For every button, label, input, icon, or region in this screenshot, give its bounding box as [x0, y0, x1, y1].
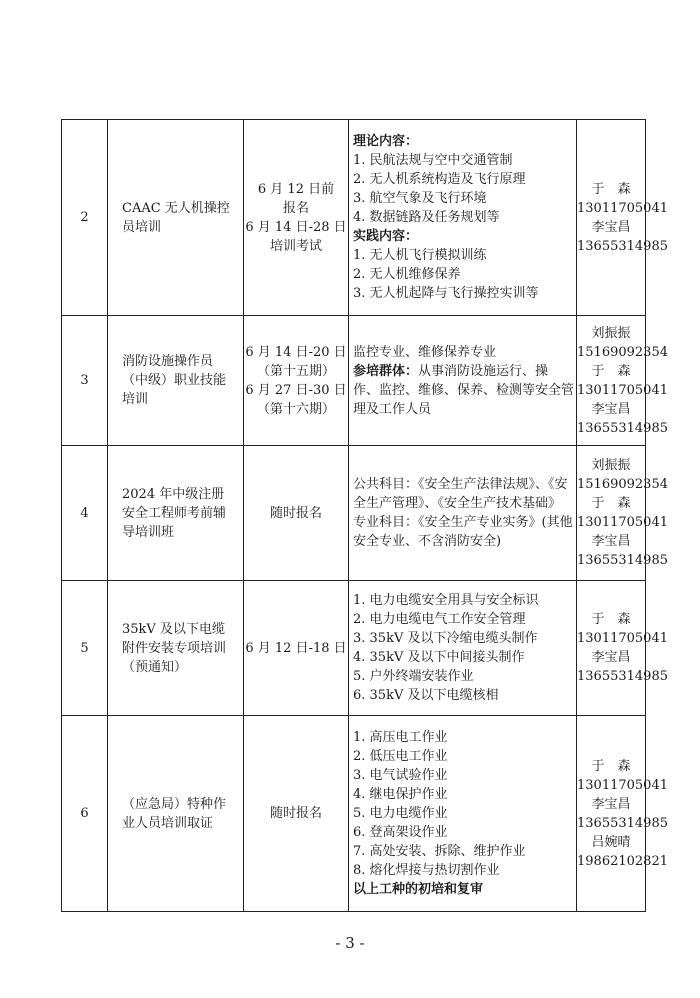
schedule-cell [244, 316, 349, 446]
content-line: 2. 无人机维修保养 [353, 267, 461, 282]
schedule-line: 随时报名 [269, 806, 322, 821]
page-number: - 3 - [335, 934, 365, 952]
content-cell [349, 316, 577, 446]
contact-name: 刘振振 [591, 458, 631, 473]
contact-phone: 15169092354 [577, 477, 668, 492]
content-line: 6. 登高架设作业 [353, 825, 448, 840]
course-name: 消防设施操作员（中级）职业技能培训 [108, 316, 244, 446]
schedule-line: 6 月 14 日-20 日 [245, 344, 347, 360]
row-number: 5 [62, 581, 108, 716]
professional-subjects: 专业科目：《安全生产专业实务》(其他安全专业、不含消防安全) [353, 515, 573, 549]
schedule-line: 随时报名 [269, 505, 322, 521]
content-line: 实践内容： [353, 229, 419, 244]
contact-phone: 13011705041 [577, 200, 668, 216]
schedule-line: 6 月 12 日-18 日 [245, 640, 347, 656]
contact-name: 于 森 [591, 181, 631, 197]
content-line: 4. 35kV 及以下中间接头制作 [353, 650, 525, 665]
schedule-cell [244, 581, 349, 716]
content-cell [349, 581, 577, 716]
schedule-line: 培训考试 [269, 238, 322, 254]
schedule-cell [244, 120, 349, 316]
row-number: 4 [62, 446, 108, 581]
content-cell [349, 716, 577, 912]
contact-phone: 13011705041 [577, 382, 668, 398]
content-line: 以上工种的初培和复审 [353, 882, 484, 897]
course-name: 35kV 及以下电缆附件安装专项培训（预通知） [108, 581, 244, 716]
contact-name: 李宝昌 [591, 650, 631, 665]
contact-phone: 15169092354 [577, 344, 668, 360]
contact-cell [577, 316, 668, 446]
content-line: 2. 电力电缆电气工作安全管理 [353, 612, 526, 627]
contact-name: 于 森 [591, 496, 631, 511]
course-name: 2024 年中级注册安全工程师考前辅导培训班 [108, 446, 244, 581]
content-line: 理论内容： [353, 134, 419, 149]
contact-phone: 13011705041 [577, 777, 668, 793]
contact-phone: 13655314985 [577, 553, 668, 568]
content-line: 8. 熔化焊接与热切割作业 [353, 863, 500, 878]
schedule-cell [244, 716, 349, 912]
training-table [61, 119, 668, 912]
table-row [62, 316, 646, 446]
contact-name: 李宝昌 [591, 401, 631, 417]
content-line: 7. 高处安装、拆除、维护作业 [353, 844, 526, 859]
contact-phone: 13011705041 [577, 631, 668, 646]
row-number: 3 [62, 316, 108, 446]
contact-phone: 13655314985 [577, 238, 668, 254]
content-line: 3. 航空气象及飞行环境 [353, 191, 487, 206]
table-row [62, 716, 646, 912]
schedule-line: （第十五期） [256, 363, 335, 379]
content-line: 1. 民航法规与空中交通管制 [353, 153, 513, 168]
table-row [62, 446, 646, 581]
contact-phone: 13655314985 [577, 669, 668, 684]
content-line: 6. 35kV 及以下电缆核相 [353, 688, 499, 703]
contact-name: 于 森 [591, 758, 631, 774]
audience-description: 从事消防设施运行、操作、监控、维修、保养、检测等安全管理及工作人员 [353, 363, 575, 417]
schedule-line: 6 月 27 日-30 日 [245, 382, 347, 398]
contact-name: 于 森 [591, 363, 631, 379]
contact-phone: 13011705041 [577, 515, 668, 530]
content-line: 4. 继电保护作业 [353, 787, 448, 802]
content-line: 监控专业、维修保养专业 [353, 344, 497, 360]
contact-name: 吕婉晴 [591, 834, 631, 850]
content-line: 5. 电力电缆作业 [353, 806, 448, 821]
content-line: 4. 数据链路及任务规划等 [353, 210, 500, 225]
content-line: 1. 无人机飞行模拟训练 [353, 248, 487, 263]
contact-phone: 13655314985 [577, 815, 668, 831]
content-line: 5. 户外终端安装作业 [353, 669, 474, 684]
content-line: 3. 35kV 及以下冷缩电缆头制作 [353, 631, 538, 646]
course-name: （应急局）特种作业人员培训取证 [108, 716, 244, 912]
row-number: 2 [62, 120, 108, 316]
schedule-line: 6 月 14 日-28 日 [245, 219, 347, 235]
table-row [62, 120, 646, 316]
content-line: 1. 高压电工作业 [353, 730, 448, 745]
schedule-line: 6 月 12 日前 [257, 181, 335, 197]
contact-name: 李宝昌 [591, 796, 631, 812]
course-name: CAAC 无人机操控员培训 [108, 120, 244, 316]
contact-name: 于 森 [591, 612, 631, 627]
contact-cell [577, 120, 668, 316]
contact-phone: 19862102821 [577, 853, 668, 869]
contact-name: 刘振振 [591, 325, 631, 341]
content-line: 1. 电力电缆安全用具与安全标识 [353, 593, 539, 608]
public-subjects: 公共科目：《安全生产法律法规》、《安全生产管理》、《安全生产技术基础》 [353, 477, 568, 511]
schedule-line: 报名 [282, 200, 309, 216]
table-row [62, 581, 646, 716]
audience-text [353, 362, 574, 419]
contact-cell [577, 581, 668, 716]
contact-name: 李宝昌 [591, 534, 631, 549]
content-cell [349, 446, 577, 581]
schedule-line: （第十六期） [256, 401, 335, 417]
audience-label: 参培群体： [353, 363, 419, 379]
contact-cell [577, 446, 668, 581]
contact-phone: 13655314985 [577, 420, 668, 436]
schedule-cell [244, 446, 349, 581]
content-line: 2. 低压电工作业 [353, 749, 448, 764]
content-cell [349, 120, 577, 316]
row-number: 6 [62, 716, 108, 912]
content-line: 2. 无人机系统构造及飞行原理 [353, 172, 526, 187]
contact-name: 李宝昌 [591, 219, 631, 235]
contact-cell [577, 716, 668, 912]
content-line: 3. 电气试验作业 [353, 768, 448, 783]
content-line: 3. 无人机起降与飞行操控实训等 [353, 286, 539, 301]
